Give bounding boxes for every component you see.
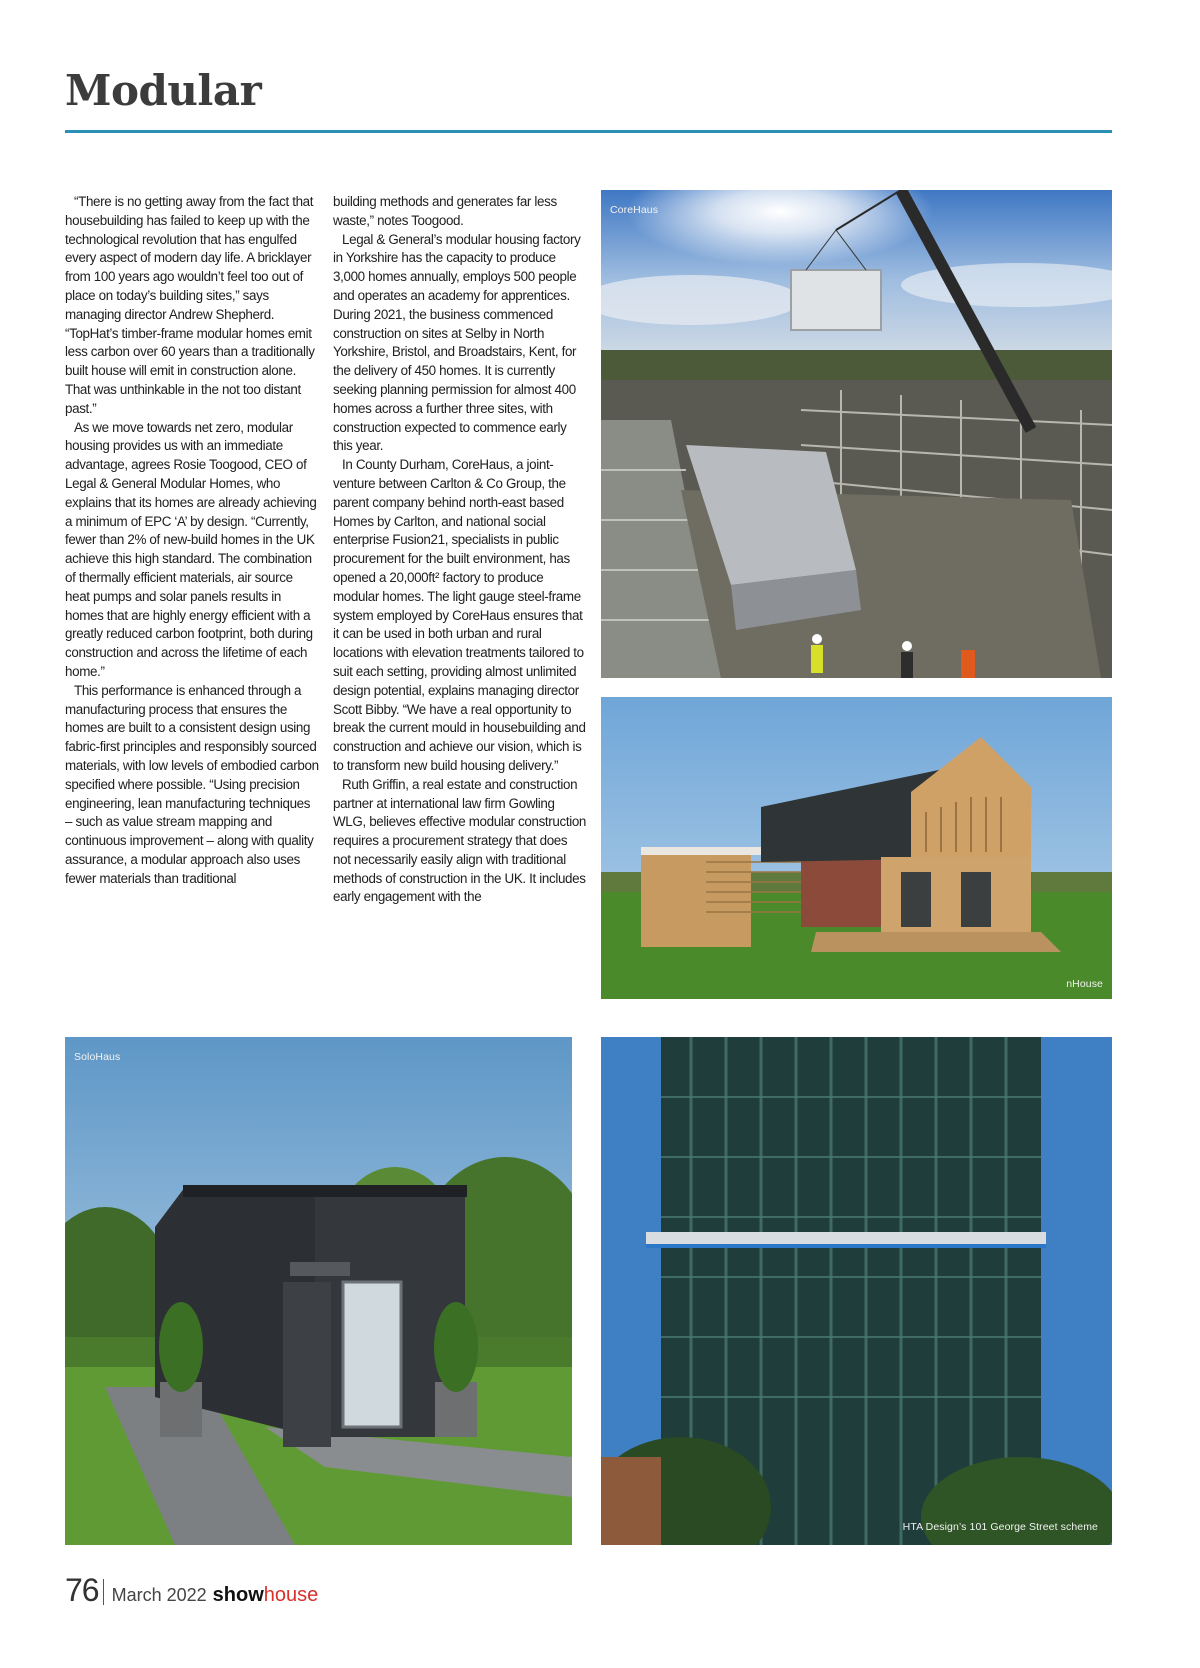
paragraph: This performance is enhanced through a manufacturing process that ensures the homes are built to a consistent design using fabric-first principles and responsibly sourced materials, with low levels of embodied carbon specified where possible. “Using precision engineering, lean manufacturing techniques – such as value stream mapping and continuous improvement – along with quality assurance, a modular approach also uses fewer materials than traditional [65,682,319,886]
page-footer [65,1572,318,1612]
section-title: Modular [65,66,262,115]
footer-divider [103,1579,104,1605]
paragraph: As we move towards net zero, modular housing provides us with an immediate advantage, agrees Rosie Toogood, CEO of Legal & General Modular Homes, who explains that its homes are already achieving a minimum of EPC ‘A’ by design. “Currently, fewer than 2% of new-build homes in the UK achieve this high standard. The combination of thermally efficient materials, air source heat pumps and solar panels results in homes that are highly energy efficient with a greatly reduced carbon footprint, both during construction and across the lifetime of each home.” [65,419,317,679]
page-number: 76 [65,1572,99,1608]
hta-101-george-street-photo [601,1037,1112,1545]
nhouse-photo [601,697,1112,999]
photo-caption: nHouse [1066,978,1103,990]
brand-logo-bold: show [212,1584,264,1606]
corehaus-construction-photo [601,190,1112,678]
paragraph: building methods and generates far less waste,” notes Toogood. [333,194,557,228]
paragraph: Ruth Griffin, a real estate and construction partner at international law firm Gowling WLG, believes effective modular construction requires a procurement strategy that does not necessarily easily align with traditional methods of construction in the UK. It includes early engagement with the [333,776,587,905]
solohaus-photo [65,1037,572,1545]
paragraph: In County Durham, CoreHaus, a joint-venture between Carlton & Co Group, the parent company behind north-east based Homes by Carlton, and national social enterprise Fusion21, specialists in public procurement for the built environment, has opened a 20,000ft² factory to produce modular homes. The light gauge steel-frame system employed by CoreHaus ensures that it can be used in both urban and rural locations with elevation treatments tailored to suit each setting, providing almost unlimited design potential, explains managing director Scott Bibby. “We have a real opportunity to break the current mould in housebuilding and construction and achieve our vision, which is to transform new build housing delivery.” [333,457,586,773]
article-column-1 [65,193,319,888]
article-column-2 [333,193,587,907]
paragraph: Legal & General’s modular housing factory in Yorkshire has the capacity to produce 3,000 homes annually, employs 500 people and operates an academy for apprentices. During 2021, the business commenced construction on sites at Selby in North Yorkshire, Bristol, and Broadstairs, Kent, for the delivery of 450 homes. It is currently seeking planning permission for almost 400 homes across a further three sites, with construction expected to commence early this year. [333,231,581,454]
issue-date: March 2022 [111,1585,207,1605]
photo-caption: SoloHaus [74,1051,121,1063]
paragraph: “There is no getting away from the fact that housebuilding has failed to keep up with the technological revolution that has engulfed every aspect of modern day life. A bricklayer from 100 years ago wouldn’t feel too out of place on today’s building sites,” says managing director Andrew Shepherd. “TopHat’s timber-frame modular homes emit less carbon over 60 years than a traditionally built house will emit in construction alone. That was unthinkable in the not too distant past.” [65,194,315,416]
photo-caption: CoreHaus [610,204,659,216]
photo-caption: HTA Design’s 101 George Street scheme [902,1521,1098,1533]
brand-logo-light: house [263,1584,319,1606]
title-divider [65,130,1112,133]
